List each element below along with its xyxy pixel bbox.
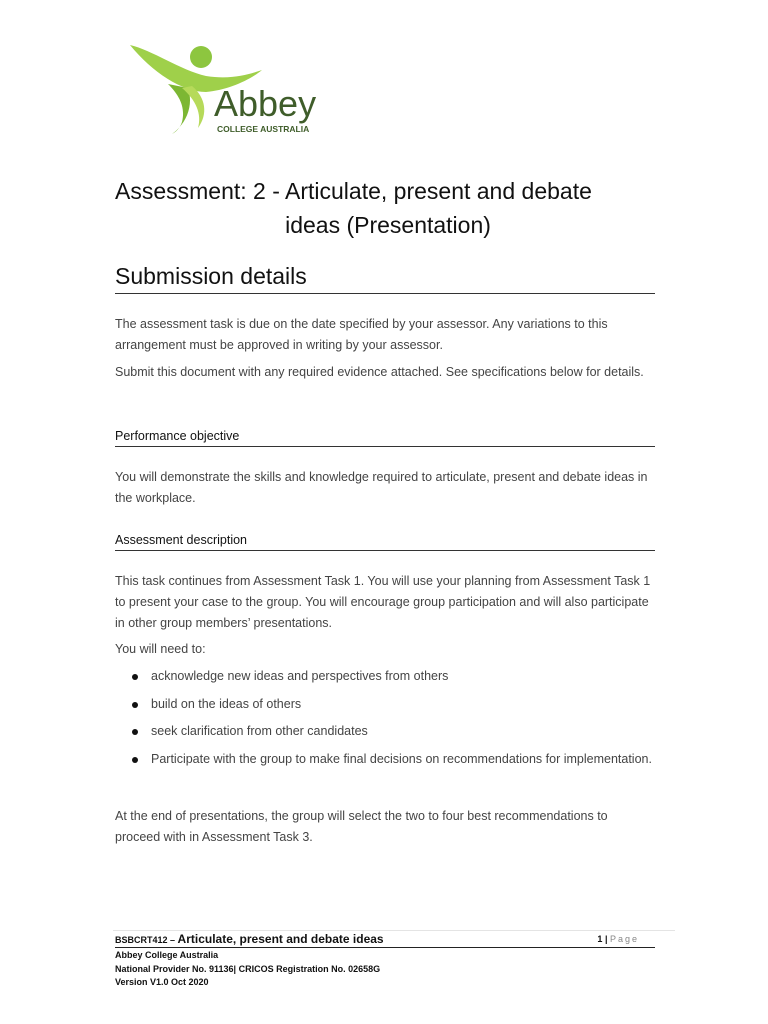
list-item	[115, 666, 655, 687]
logo-head-shape	[190, 46, 212, 68]
bullet-icon	[132, 674, 138, 680]
performance-paragraph: You will demonstrate the skills and knowledge required to articulate, present and debate ideas in the workplace.	[115, 470, 648, 505]
page-indicator	[597, 931, 639, 947]
list-item	[115, 694, 655, 715]
page-separator: |	[602, 934, 610, 944]
title-line-1: Assessment: 2 - Articulate, present and debate	[115, 178, 592, 204]
list-item-text: Participate with the group to make final decisions on recommendations for implementation.	[151, 751, 652, 766]
performance-heading: Performance objective	[115, 427, 655, 447]
unit-title: Articulate, present and debate ideas	[177, 932, 384, 946]
page-label: Page	[609, 934, 639, 944]
bullet-icon	[132, 757, 138, 763]
submission-heading: Submission details	[115, 260, 655, 294]
logo-name: Abbey	[214, 83, 317, 124]
description-paragraph-1: This task continues from Assessment Task 1. You will use your planning from Assessment Task 1 to present your case to the group. You will encourage group participation and will also participate in other group members’ presentations.	[115, 574, 651, 630]
requirements-list	[115, 666, 655, 776]
description-heading: Assessment description	[115, 531, 655, 551]
submission-paragraph-1: The assessment task is due on the date specified by your assessor. Any variations to this arrangement must be approved in writing by your assessor.	[115, 317, 608, 352]
logo-graphic	[122, 40, 334, 136]
page-number: 1	[597, 934, 603, 944]
footer-college: Abbey College Australia	[115, 950, 219, 960]
list-item-text: build on the ideas of others	[151, 696, 302, 711]
title-line-2: ideas (Presentation)	[285, 212, 491, 238]
footer-version: Version V1.0 Oct 2020	[115, 977, 209, 987]
description-paragraph-2: You will need to:	[115, 642, 206, 656]
unit-code: BSBCRT412 –	[115, 935, 178, 945]
bullet-icon	[132, 729, 138, 735]
assessment-title	[115, 174, 655, 242]
list-item	[115, 721, 655, 742]
list-item-text: seek clarification from other candidates	[151, 724, 368, 738]
college-logo	[122, 40, 334, 136]
logo-subtitle: COLLEGE AUSTRALIA	[217, 124, 310, 134]
footer-details	[115, 949, 380, 990]
bullet-icon	[132, 702, 138, 708]
list-item	[115, 749, 655, 770]
submission-paragraph-2: Submit this document with any required evidence attached. See specifications below for details.	[115, 365, 644, 379]
list-item-text: acknowledge new ideas and perspectives from others	[151, 669, 449, 683]
footer-header	[115, 931, 655, 948]
footer-provider: National Provider No. 91136| CRICOS Registration No. 02658G	[115, 963, 381, 974]
description-paragraph-3: At the end of presentations, the group will select the two to four best recommendations to proceed with in Assessment Task 3.	[115, 809, 608, 844]
